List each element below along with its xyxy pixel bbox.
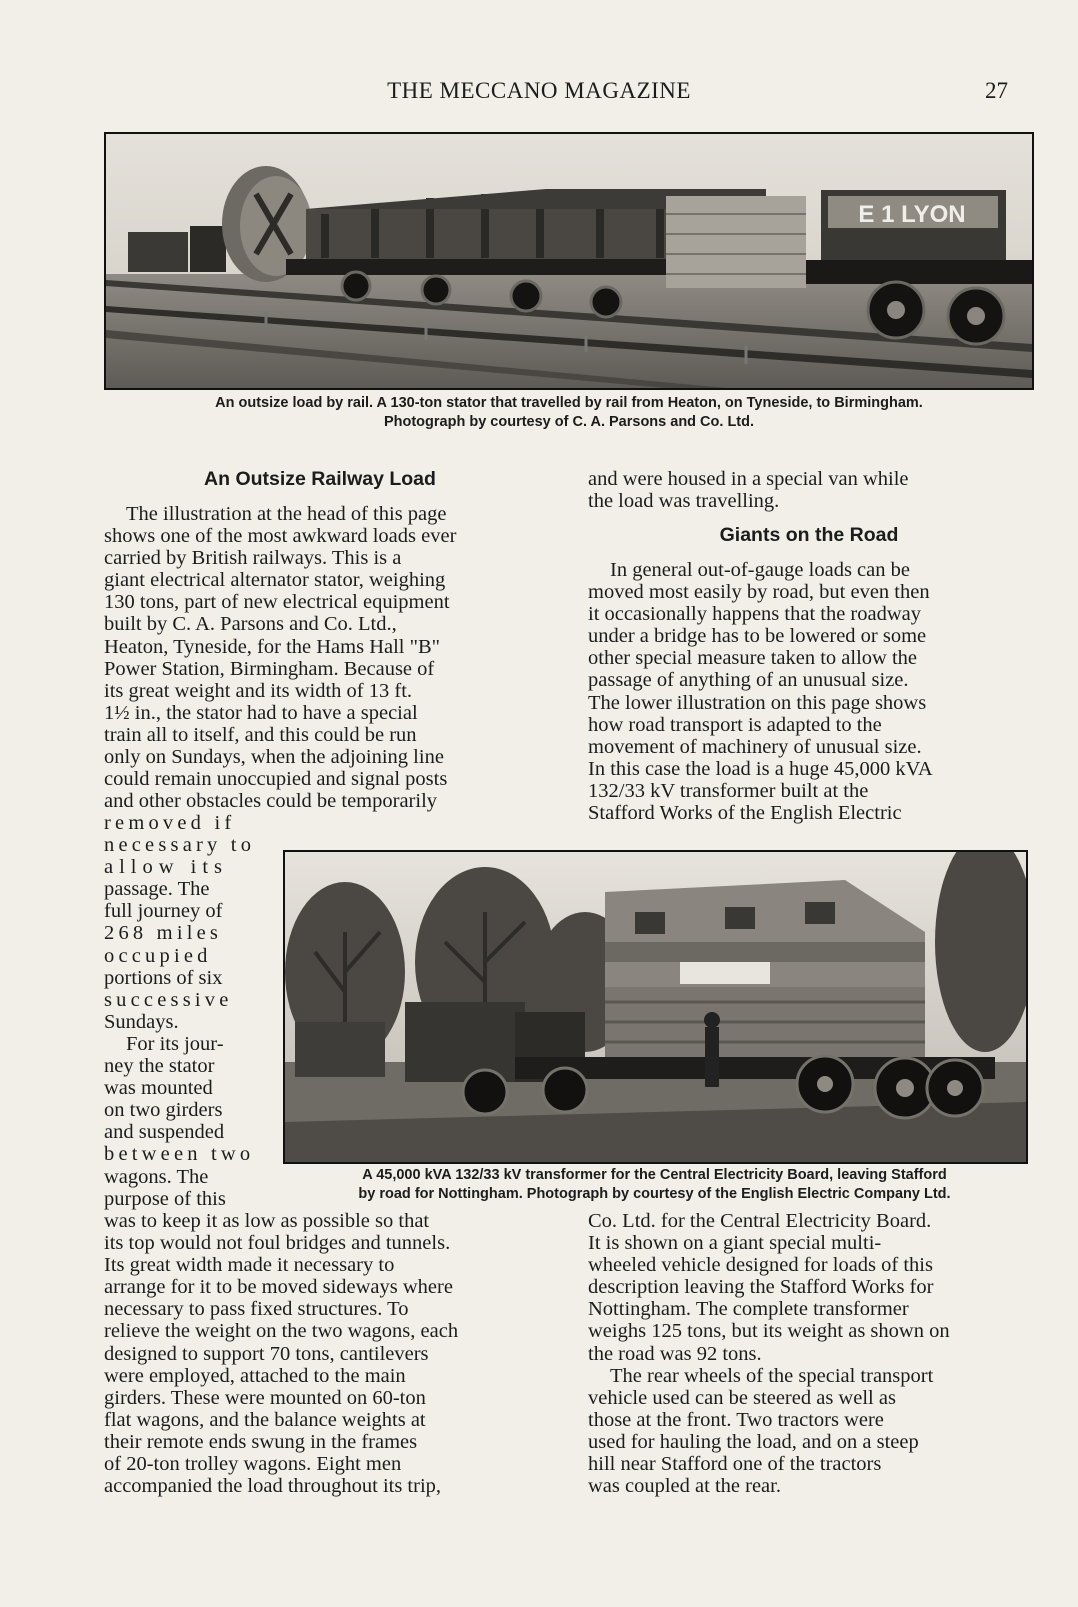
para-line: 1½ in., the stator had to have a special: [104, 701, 418, 724]
bottom-photo-caption: A 45,000 kVA 132/33 kV transformer for the Central Electricity Board, leaving Stafford by road for Nottingham. Photograph by courtesy of the English Electric Company Ltd.: [358, 1167, 951, 1202]
para-line: giant electrical alternator stator, weighing: [104, 569, 446, 592]
para-line: carried by British railways. This is a: [104, 547, 402, 570]
para-line: Power Station, Birmingham. Because of: [104, 657, 435, 680]
para-line: train all to itself, and this could be run: [104, 723, 417, 746]
left-column-bottom: was to keep it as low as possible so that its top would not foul bridges and tunnels. Its great width made it necessary to arrange for it to be moved sideways where necessary to pass fixed structures. To relieve the weight on the two wagons, each designed to support 70 tons, cantilevers were employed, attached to the main girders. These were mounted on 60-ton flat wagons, and the balance weights at their remote ends swung in the frames of 20-ton trolley wagons. Eight men accompanied the load throughout its trip,: [104, 1210, 459, 1498]
para-line: The illustration at the head of this page: [126, 503, 447, 525]
right-column-bottom: Co. Ltd. for the Central Electricity Board. It is shown on a giant special multi- wheeled vehicle designed for loads of this description leaving the Stafford Works for Nottingham. The complete transformer weighs 125 tons, but its weight as shown on the road was 92 tons. The rear wheels of the special transport vehicle used can be steered as well as those at the front. Two tractors were used for hauling the load, and on a steep hill near Stafford one of the tractors was coupled at the rear.: [588, 1210, 950, 1498]
para-line: shows one of the most awkward loads ever: [104, 525, 457, 548]
left-column-narrow: removed if necessary to allow its passage. The full journey of 268 miles occupied portions of six successive Sundays. For its jour- ney the stator was mounted on two girders and suspended between two wagons. The purpose of this: [104, 812, 256, 1210]
para-line: Heaton, Tyneside, for the Hams Hall "B": [104, 635, 441, 658]
left-column-top: [104, 503, 536, 812]
top-photo-caption: An outsize load by rail. A 130-ton stator that travelled by rail from Heaton, on Tyneside, to Birmingham. Photograph by courtesy of C. A. Parsons and Co. Ltd.: [215, 395, 923, 430]
para-line: could remain unoccupied and signal posts: [104, 768, 448, 791]
para-line: its great weight and its width of 13 ft.: [104, 679, 413, 702]
section-heading-railway: An Outsize Railway Load: [204, 468, 436, 490]
para-line: 130 tons, part of new electrical equipment: [104, 591, 450, 614]
section-heading-road: Giants on the Road: [719, 524, 899, 546]
van-lettering: E 1 LYON: [858, 201, 966, 228]
running-title: THE MECCANO MAGAZINE: [387, 78, 691, 103]
road-transformer-photo: [283, 850, 1028, 1164]
para-line: and other obstacles could be temporarily: [104, 790, 438, 813]
para-line: built by C. A. Parsons and Co. Ltd.,: [104, 613, 397, 636]
page-number: 27: [985, 78, 1008, 103]
rail-load-photo: [104, 132, 1034, 390]
right-column-top: In general out-of-gauge loads can be moved most easily by road, but even then it occasionally happens that the roadway under a bridge has to be lowered or some other special measure taken to allow the passage of anything of an unusual size. The lower illustration on this page shows how road transport is adapted to the movement of machinery of unusual size. In this case the load is a huge 45,000 kVA 132/33 kV transformer built at the Stafford Works of the English Electric: [588, 559, 933, 825]
right-column-continuation: and were housed in a special van while the load was travelling.: [588, 468, 909, 513]
para-line: only on Sundays, when the adjoining line: [104, 746, 444, 769]
